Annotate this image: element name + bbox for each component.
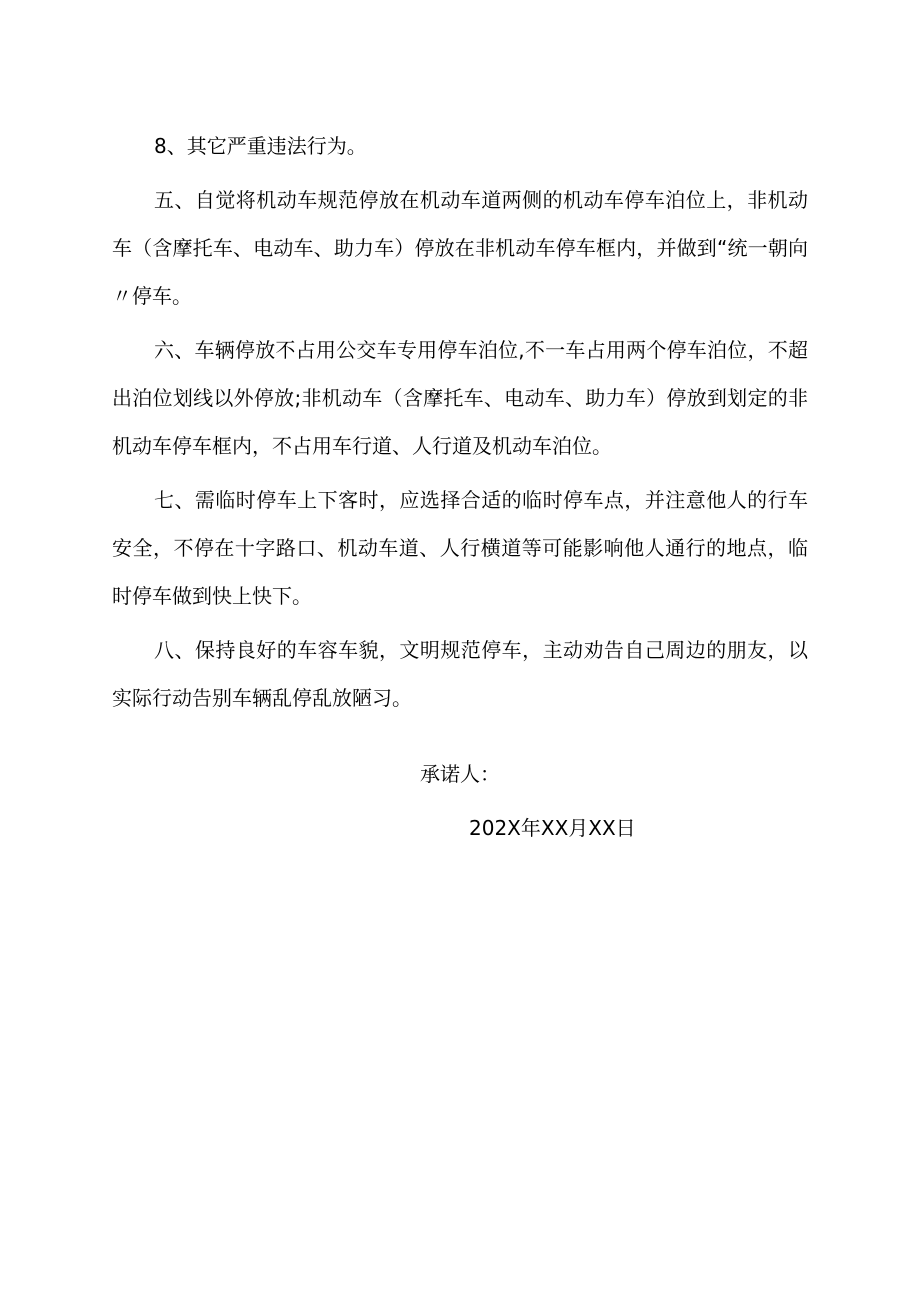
paragraph-five: 五、自觉将机动车规范停放在机动车道两侧的机动车停车泊位上，非机动车（含摩托车、电动车、助力车）停放在非机动车停车框内，并做到“统一朝向〃停车。 <box>112 188 808 308</box>
paragraph-item-8: 8、其它严重违法行为。 <box>154 134 367 158</box>
paragraph-seven: 七、需临时停车上下客时，应选择合适的临时停车点，并注意他人的行车安全，不停在十字路口、机动车道、人行横道等可能影响他人通行的地点，临时停车做到快上快下。 <box>112 488 808 608</box>
paragraph-eight: 八、保持良好的车容车貌，文明规范停车，主动劝告自己周边的朋友，以实际行动告别车辆乱停乱放陋习。 <box>112 638 808 710</box>
signature-label: 承诺人： <box>420 762 500 786</box>
paragraph-six: 六、车辆停放不占用公交车专用停车泊位,不一车占用两个停车泊位，不超出泊位划线以外停放;非机动车（含摩托车、电动车、助力车）停放到划定的非机动车停车框内，不占用车行道、人行道及机动车泊位。 <box>112 338 808 458</box>
document-body <box>112 122 808 728</box>
signature-date: 202X年XX月XX日 <box>469 816 636 840</box>
